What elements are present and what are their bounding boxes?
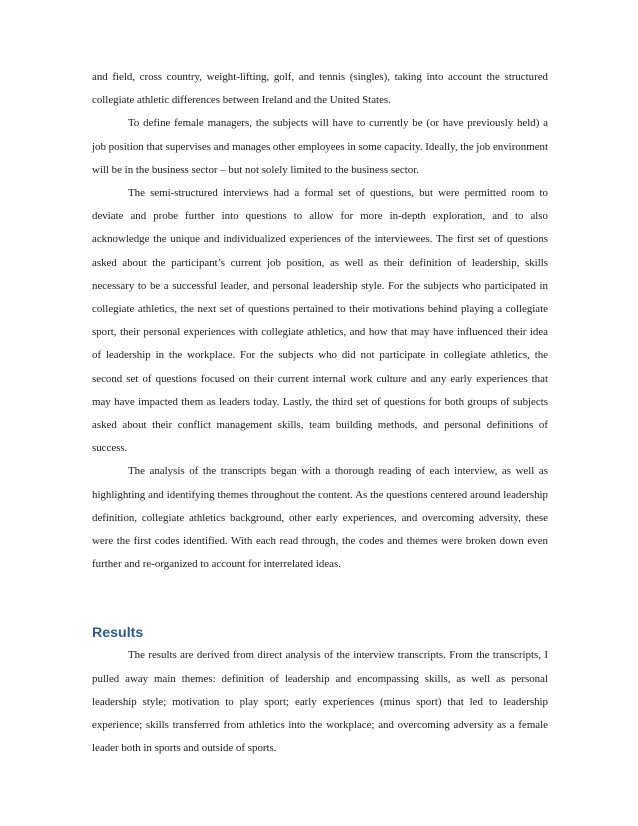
paragraph-interviews: The semi-structured interviews had a formal set of questions, but were permitted room to deviate and probe further into questions to allow for more in-depth exploration, and to also acknowledge the unique and individualized experiences of the interviewees. The first set of questions asked about the participant’s current job position, as well as their definition of leadership, skills necessary to be a successful leader, and personal leadership style. For the subjects who participated in collegiate athletics, the next set of questions pertained to their motivations behind playing a collegiate sport, their personal experiences with collegiate athletics, and how that may have influenced their idea of leadership in the workplace. For the subjects who did not participate in collegiate athletics, the second set of questions focused on their current internal work culture and any early experiences that may have impacted them as leaders today. Lastly, the third set of questions for both groups of subjects asked about their conflict management skills, team building methods, and personal definitions of success.	[92, 187, 548, 455]
section-spacer	[92, 576, 548, 622]
results-heading: Results	[92, 625, 144, 642]
paragraph-analysis: The analysis of the transcripts began with a thorough reading of each interview, as well as highlighting and identifying themes throughout the content. As the questions centered around leadership definition, collegiate athletics background, other early experiences, and overcoming adversity, these were the first codes identified. With each read through, the codes and themes were broken down even further and re-organized to account for interrelated ideas.	[92, 465, 548, 571]
paragraph-female-managers: To define female managers, the subjects will have to currently be (or have previously held) a job position that supervises and manages other employees in some capacity. Ideally, the job environment will be in the business sector – but not solely limited to the business sector.	[92, 117, 548, 176]
paragraph-results: The results are derived from direct analysis of the interview transcripts. From the transcripts, I pulled away main themes: definition of leadership and encompassing skills, as well as personal leadership style; motivation to play sport; early experiences (minus sport) that led to leadership experience; skills transferred from athletics into the workplace; and overcoming adversity as a female leader both in sports and outside of sports.	[92, 649, 548, 755]
paragraph-continuation: and field, cross country, weight-lifting, golf, and tennis (singles), taking into account the structured collegiate athletic differences between Ireland and the United States.	[92, 71, 548, 107]
document-body	[92, 66, 548, 760]
